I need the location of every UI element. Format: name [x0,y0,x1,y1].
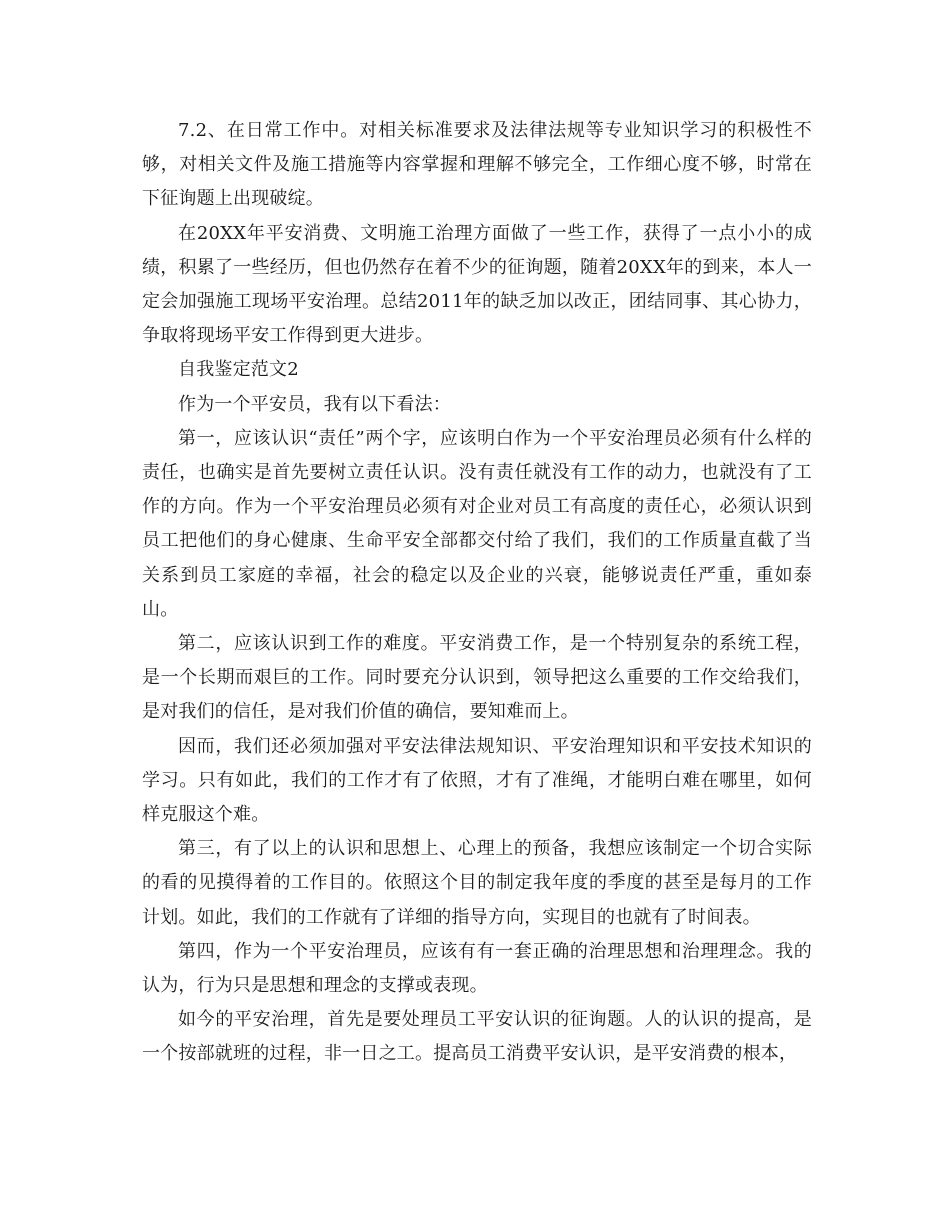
paragraph-second: 第二，应该认识到工作的难度。平安消费工作，是一个特别复杂的系统工程，是一个长期而艰巨的工作。同时要充分认识到，领导把这么重要的工作交给我们，是对我们的信任，是对我们价值的确信，要知难而上。 [142,633,812,723]
document-body [142,114,812,1072]
paragraph-7-2: 7.2、在日常工作中。对相关标准要求及法律法规等专业知识学习的积极性不够，对相关文件及施工措施等内容掌握和理解不够完全，工作细心度不够，时常在下征询题上出现破绽。 [142,120,812,210]
section-heading: 自我鉴定范文2 [178,359,299,381]
paragraph-first: 第一，应该认识“责任”两个字，应该明白作为一个平安治理员必须有什么样的责任，也确实是首先要树立责任认识。没有责任就没有工作的动力，也就没有了工作的方向。作为一个平安治理员必须有对企业对员工有高度的责任心，必须认识到员工把他们的身心健康、生命平安全部都交付给了我们，我们的工作质量直截了当关系到员工家庭的幸福，社会的稳定以及企业的兴衰，能够说责任严重，重如泰山。 [142,427,812,620]
paragraph-fourth: 第四，作为一个平安治理员，应该有有一套正确的治理思想和治理理念。我的认为，行为只是思想和理念的支撑或表现。 [142,940,812,997]
paragraph-summary: 在20XX年平安消费、文明施工治理方面做了一些工作，获得了一点小小的成绩，积累了一些经历，但也仍然存在着不少的征询题，随着20XX年的到来，本人一定会加强施工现场平安治理。总结2011年的缺乏加以改正，团结同事、其心协力，争取将现场平安工作得到更大进步。 [142,222,812,347]
paragraph-third: 第三，有了以上的认识和思想上、心理上的预备，我想应该制定一个切合实际的看的见摸得着的工作目的。依照这个目的制定我年度的季度的甚至是每月的工作计划。如此，我们的工作就有了详细的指导方向，实现目的也就有了时间表。 [142,838,812,928]
paragraph-therefore: 因而，我们还必须加强对平安法律法规知识、平安治理知识和平安技术知识的学习。只有如此，我们的工作才有了依照，才有了准绳，才能明白难在哪里，如何样克服这个难。 [142,735,812,826]
paragraph-intro: 作为一个平安员，我有以下看法： [178,393,451,415]
paragraph-nowadays: 如今的平安治理，首先是要处理员工平安认识的征询题。人的认识的提高，是一个按部就班的过程，非一日之工。提高员工消费平安认识，是平安消费的根本， [142,1009,812,1065]
